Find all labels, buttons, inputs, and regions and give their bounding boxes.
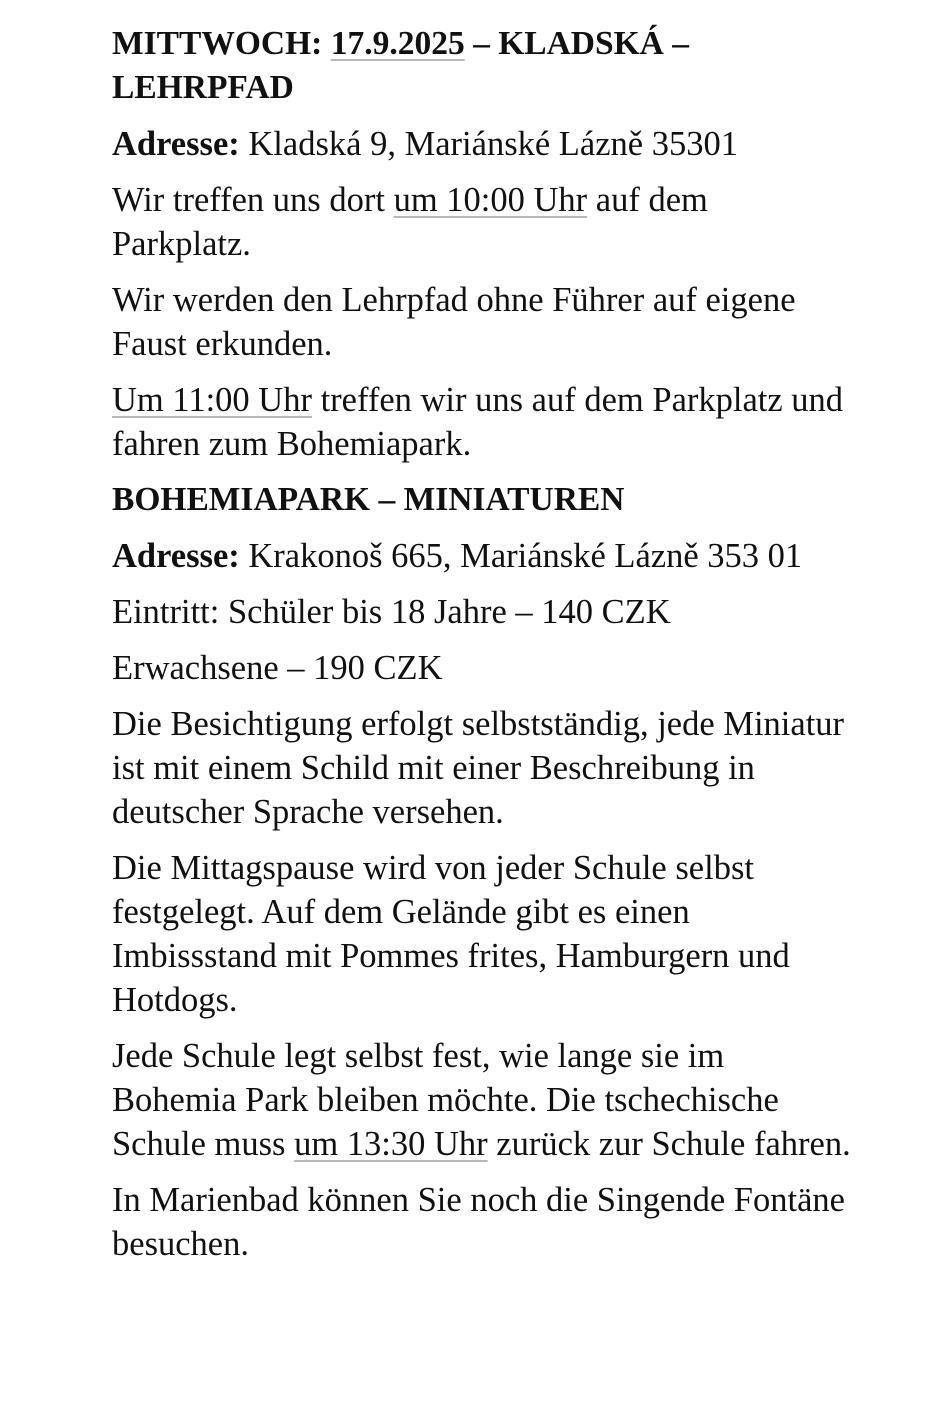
- date-link[interactable]: 17.9.2025: [330, 25, 465, 62]
- section-title-kladska: [112, 22, 852, 110]
- time-link-1000[interactable]: um 10:00 Uhr: [393, 181, 588, 219]
- address-value: Kladská 9, Mariánské Lázně 35301: [239, 125, 738, 163]
- address-label: Adresse:: [112, 125, 240, 163]
- meeting-paragraph: [112, 178, 852, 266]
- admission-adults: Erwachsene – 190 CZK: [112, 649, 443, 687]
- document-body: [112, 20, 852, 1266]
- title-prefix: MITTWOCH:: [112, 25, 331, 62]
- section-title-bohemiapark: BOHEMIAPARK – MINIATUREN: [112, 481, 625, 518]
- address-label: Adresse:: [112, 537, 240, 575]
- time-link-1330[interactable]: um 13:30 Uhr: [294, 1125, 488, 1163]
- stay-text-before: Jede Schule legt selbst fest, wie lange sie im Bohemia Park bleiben möchte. Die tschechische Schule muss: [112, 1037, 779, 1163]
- stay-paragraph: [112, 1034, 852, 1166]
- tour-paragraph: Die Besichtigung erfolgt selbstständig, jede Miniatur ist mit einem Schild mit einer Beschreibung in deutscher Sprache versehen.: [112, 705, 845, 831]
- meet-text-after: auf dem Parkplatz.: [112, 181, 708, 263]
- return-paragraph: [112, 378, 852, 466]
- fountain-paragraph: In Marienbad können Sie noch die Singende Fontäne besuchen.: [112, 1181, 845, 1263]
- address-kladska: [112, 122, 852, 166]
- address-value: Krakonoš 665, Mariánské Lázně 353 01: [239, 537, 803, 575]
- stay-text-after: zurück zur Schule fahren.: [487, 1125, 851, 1163]
- meet-text-before: Wir treffen uns dort: [112, 181, 394, 219]
- lunch-paragraph: Die Mittagspause wird von jeder Schule selbst festgelegt. Auf dem Gelände gibt es einen Imbissstand mit Pommes frites, Hamburgern und Hotdogs.: [112, 849, 790, 1019]
- title-suffix: – KLADSKÁ – LEHRPFAD: [112, 25, 689, 106]
- time-link-1100[interactable]: Um 11:00 Uhr: [112, 381, 312, 419]
- admission-students: Eintritt: Schüler bis 18 Jahre – 140 CZK: [112, 593, 671, 631]
- return-text-after: treffen wir uns auf dem Parkplatz und fahren zum Bohemiapark.: [112, 381, 844, 463]
- explore-paragraph: Wir werden den Lehrpfad ohne Führer auf eigene Faust erkunden.: [112, 281, 796, 363]
- address-bohemiapark: [112, 534, 852, 578]
